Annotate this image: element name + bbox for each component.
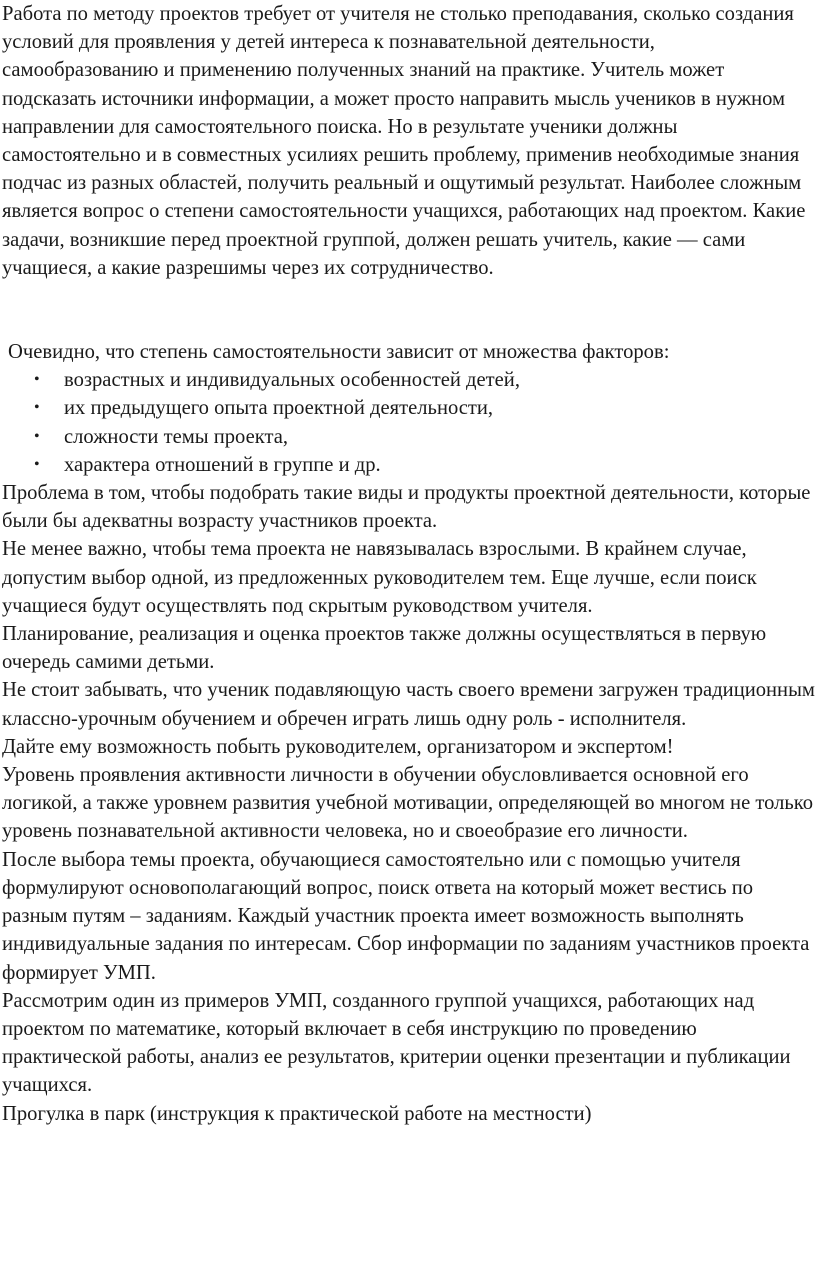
list-item [34,451,816,479]
list-item [34,366,816,394]
bullet-icon: • [34,427,40,445]
paragraph-activity-level: Уровень проявления активности личности в обучении обусловливается основной его логикой, а также уровнем развития учебной мотивации, определяющей во многом не только уровень познавательной активности человека, но и своеобразие его личности. [2,764,814,843]
list-item [34,423,816,451]
factors-list [2,366,816,479]
list-item-text: возрастных и индивидуальных особенностей детей, [64,369,520,392]
paragraph-topic-selection: После выбора темы проекта, обучающиеся самостоятельно или с помощью учителя формулируют основополагающий вопрос, поиск ответа на который может вестись по разным путям – заданиям. Каждый участник проекта имеет возможность выполнять индивидуальные задания по интересам. Сбор информации по заданиям участников проекта формирует УМП. [2,848,810,984]
paragraph-call-to-action: Дайте ему возможность побыть руководителем, организатором и экспертом! [2,735,674,758]
list-item-text: их предыдущего опыта проектной деятельности, [64,397,494,420]
intro-paragraph: Работа по методу проектов требует от учителя не столько преподавания, сколько создания условий для проявления у детей интереса к познавательной деятельности, самообразованию и применению полученных знаний на практике. Учитель может подсказать источники информации, а может просто направить мысль учеников в нужном направлении для самостоятельного поиска. Но в результате ученики должны самостоятельно и в совместных усилиях решить проблему, применив необходимые знания подчас из разных областей, получить реальный и ощутимый результат. Наиболее сложным является вопрос о степени самостоятельности учащихся, работающих над проектом. Какие задачи, возникшие перед проектной группой, должен решать учитель, какие — сами учащиеся, а какие разрешимы через их сотрудничество. [2,3,806,279]
list-item-text: сложности темы проекта, [64,425,289,448]
bullet-icon: • [34,371,40,389]
paragraph-problem: Проблема в том, чтобы подобрать такие виды и продукты проектной деятельности, которые были бы адекватны возрасту участников проекта. [2,482,811,533]
factors-lead-sentence: Очевидно, что степень самостоятельности зависит от множества факторов: [8,341,670,364]
paragraph-example: Рассмотрим один из примеров УМП, созданного группой учащихся, работающих над проектом по математике, который включает в себя инструкцию по проведению практической работы, анализ ее результатов, критерии оценки презентации и публикации учащихся. [2,989,791,1097]
paragraph-park-walk-heading: Прогулка в парк (инструкция к практической работе на местности) [2,1102,592,1125]
paragraph-student-role: Не стоит забывать, что ученик подавляющую часть своего времени загружен традиционным классно-урочным обучением и обречен играть лишь одну роль - исполнителя. [2,679,815,730]
paragraph-planning: Планирование, реализация и оценка проектов также должны осуществляться в первую очередь самими детьми. [2,623,767,674]
list-item [34,394,816,422]
bullet-icon: • [34,399,40,417]
bullet-icon: • [34,455,40,473]
paragraph-topic-choice: Не менее важно, чтобы тема проекта не навязывалась взрослыми. В крайнем случае, допустим выбор одной, из предложенных руководителем тем. Еще лучше, если поиск учащиеся будут осуществлять под скрытым руководством учителя. [2,538,757,617]
list-item-text: характера отношений в группе и др. [64,453,381,476]
